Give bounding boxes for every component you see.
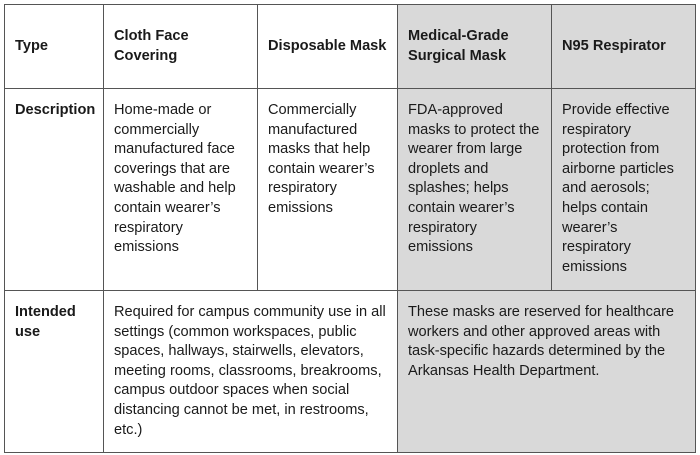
row-label-intended-use: Intended use <box>5 291 104 453</box>
table-row-description <box>5 89 696 291</box>
disposable-description-cell: Commercially manufactured masks that help contain wearer’s respiratory emissions <box>258 89 398 291</box>
mask-types-table <box>4 4 696 453</box>
healthcare-use-cell: These masks are reserved for healthcare workers and other approved areas with task-specific hazards determined by the Arkansas Health Department. <box>398 291 696 453</box>
header-n95-respirator: N95 Respirator <box>552 5 696 89</box>
table-header-row <box>5 5 696 89</box>
n95-description-cell: Provide effective respiratory protection from airborne particles and aerosols; helps contain wearer’s respiratory emissions <box>552 89 696 291</box>
general-use-cell: Required for campus community use in all settings (common workspaces, public spaces, hallways, stairwells, elevators, meeting rooms, classrooms, breakrooms, campus outdoor spaces when social distancing cannot be met, in restrooms, etc.) <box>104 291 398 453</box>
header-type: Type <box>5 5 104 89</box>
row-label-description: Description <box>5 89 104 291</box>
header-medical-grade-surgical-mask: Medical-Grade Surgical Mask <box>398 5 552 89</box>
medical-description-cell: FDA-approved masks to protect the wearer from large droplets and splashes; helps contain wearer’s respiratory emissions <box>398 89 552 291</box>
cloth-description-cell: Home-made or commercially manufactured face coverings that are washable and help contain wearer’s respiratory emissions <box>104 89 258 291</box>
header-disposable-mask: Disposable Mask <box>258 5 398 89</box>
header-cloth-face-covering: Cloth Face Covering <box>104 5 258 89</box>
table-row-intended-use <box>5 291 696 453</box>
